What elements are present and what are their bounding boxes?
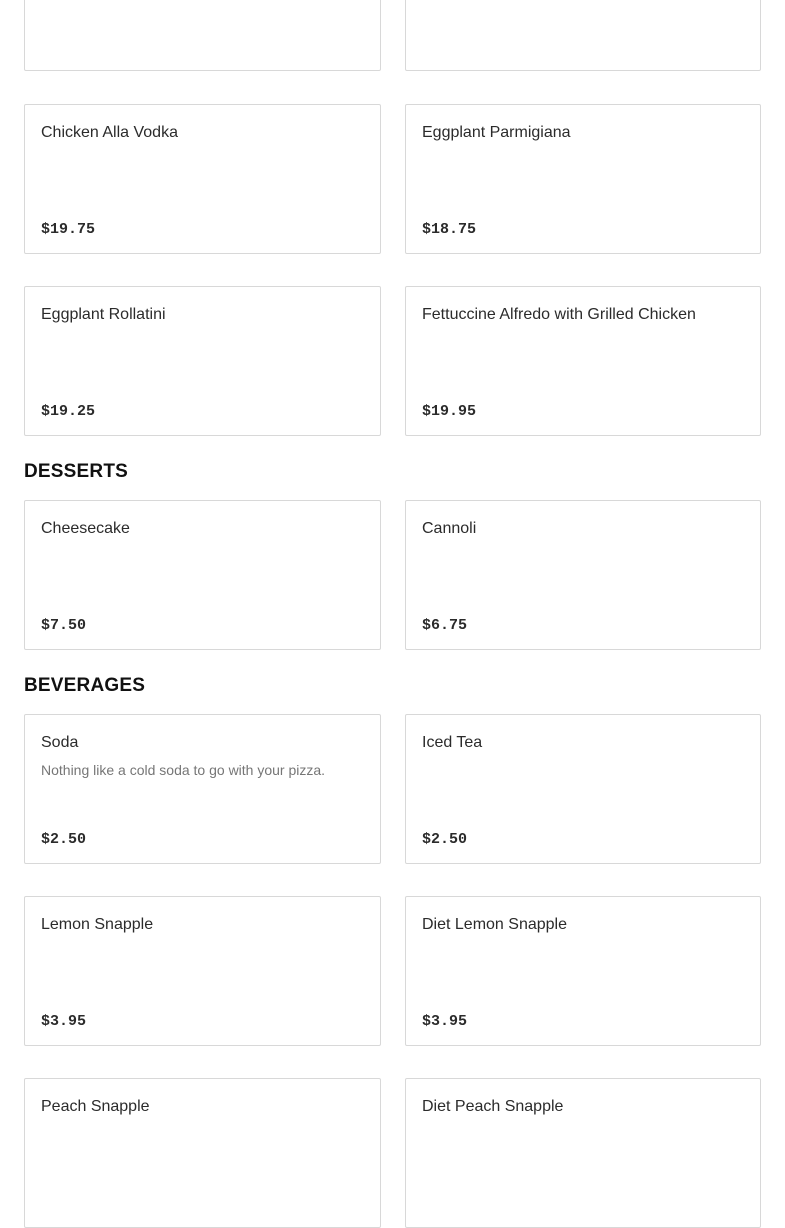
menu-item-card[interactable] bbox=[24, 0, 381, 71]
menu-item-name: Lemon Snapple bbox=[41, 916, 154, 933]
menu-item-price: $19.75 bbox=[41, 221, 96, 238]
menu-item-price: $6.75 bbox=[422, 617, 468, 634]
menu-item-name: Fettuccine Alfredo with Grilled Chicken bbox=[422, 306, 696, 323]
menu-item-price: $19.25 bbox=[41, 403, 96, 420]
menu-item-name: Cheesecake bbox=[41, 520, 130, 537]
menu-item-name: Soda bbox=[41, 734, 79, 751]
menu-item-price: $19.95 bbox=[422, 403, 477, 420]
menu-item-price: $2.50 bbox=[41, 831, 87, 848]
menu-item-card[interactable] bbox=[405, 896, 761, 1046]
menu-item-card[interactable] bbox=[24, 714, 381, 864]
menu-item-price: $2.50 bbox=[422, 831, 468, 848]
menu-item-name: Chicken Alla Vodka bbox=[41, 124, 178, 141]
menu-item-card[interactable] bbox=[24, 104, 381, 254]
menu-item-name: Diet Peach Snapple bbox=[422, 1098, 564, 1115]
menu-item-name: Diet Lemon Snapple bbox=[422, 916, 567, 933]
menu-item-price: $3.95 bbox=[41, 1013, 87, 1030]
menu-item-card[interactable] bbox=[24, 286, 381, 436]
menu-item-price: $3.95 bbox=[422, 1013, 468, 1030]
menu-item-name: Eggplant Parmigiana bbox=[422, 124, 571, 141]
menu-item-price: $18.75 bbox=[422, 221, 477, 238]
menu-item-name: Eggplant Rollatini bbox=[41, 306, 166, 323]
section-title-beverages: BEVERAGES bbox=[24, 675, 146, 696]
menu-item-card[interactable] bbox=[405, 0, 761, 71]
menu-item-card[interactable] bbox=[405, 714, 761, 864]
section-title-desserts: DESSERTS bbox=[24, 461, 129, 482]
menu-item-name: Peach Snapple bbox=[41, 1098, 150, 1115]
menu-item-card[interactable] bbox=[24, 500, 381, 650]
menu-item-name: Iced Tea bbox=[422, 734, 483, 751]
menu-item-card[interactable] bbox=[405, 286, 761, 436]
menu-item-card[interactable] bbox=[24, 896, 381, 1046]
menu-item-card[interactable] bbox=[405, 104, 761, 254]
menu-item-card[interactable] bbox=[24, 1078, 381, 1228]
menu-item-description: Nothing like a cold soda to go with your pizza. bbox=[41, 762, 326, 778]
menu-item-price: $7.50 bbox=[41, 617, 87, 634]
menu-item-name: Cannoli bbox=[422, 520, 477, 537]
menu-item-card[interactable] bbox=[405, 500, 761, 650]
menu-item-card[interactable] bbox=[405, 1078, 761, 1228]
